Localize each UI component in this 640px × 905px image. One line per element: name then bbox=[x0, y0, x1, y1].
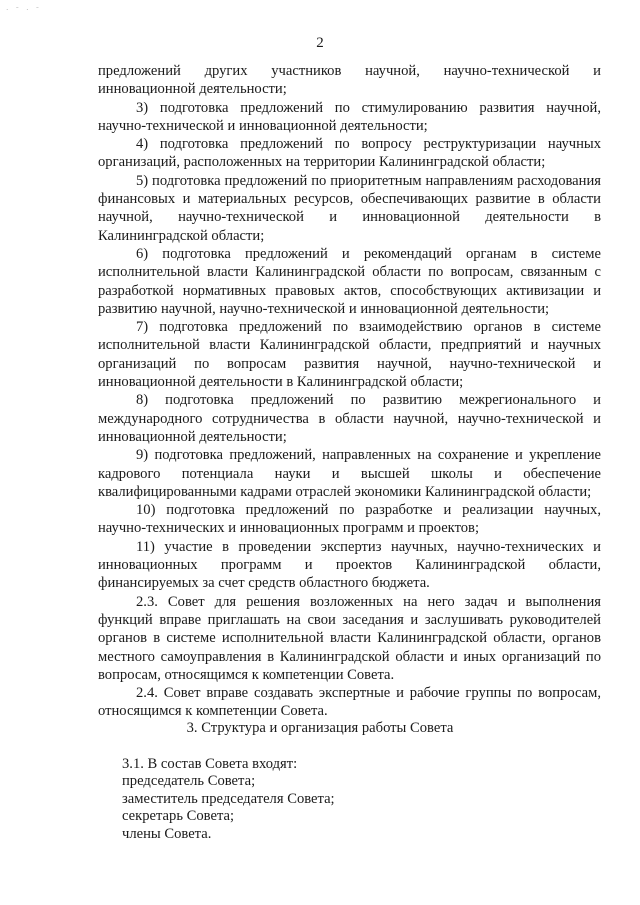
page-number: 2 bbox=[316, 35, 324, 51]
section-heading: 3. Структура и организация работы Совета bbox=[186, 720, 454, 736]
paragraph-continuation: предложений других участников научной, научно-технической и инновационной деятельности; bbox=[98, 63, 601, 98]
paragraph-item-11: 11) участие в проведении экспертиз научных, научно-технических и инновационных программ и проектов Калининградской области, финансируемых за счет средств областного бюджета. bbox=[98, 538, 601, 592]
composition-member: заместитель председателя Совета; bbox=[122, 790, 335, 807]
paragraph-item-7: 7) подготовка предложений по взаимодействию органов в системе исполнительной власти Калининградской области, предприятий и научных организаций по вопросам развития научной, научно-технической и инновационной деятельности в Калининградской области; bbox=[98, 319, 601, 391]
scan-corner-mark: · ˉ · ˉ bbox=[6, 6, 42, 14]
composition-member: члены Совета. bbox=[122, 825, 212, 842]
paragraph-2-4: 2.4. Совет вправе создавать экспертные и рабочие группы по вопросам, относящимся к компетенции Совета. bbox=[98, 685, 601, 720]
paragraph-item-4: 4) подготовка предложений по вопросу реструктуризации научных организаций, расположенных на территории Калининградской области; bbox=[98, 136, 601, 171]
paragraph-item-9: 9) подготовка предложений, направленных на сохранение и укрепление кадрового потенциала науки и высшей школы и обеспечение квалифицированными кадрами отраслей экономики Калининградской области; bbox=[98, 447, 601, 500]
paragraph-item-6: 6) подготовка предложений и рекомендаций органам в системе исполнительной власти Калининградской области по вопросам, связанным с разработкой нормативных правовых актов, способствующих активизации и развитию научной, научно-технической и инновационной деятельности; bbox=[98, 245, 601, 317]
paragraph-item-3: 3) подготовка предложений по стимулированию развития научной, научно-технической и инновационной деятельности; bbox=[98, 99, 601, 134]
council-composition bbox=[122, 756, 335, 843]
composition-member: секретарь Совета; bbox=[122, 808, 235, 825]
paragraph-item-5: 5) подготовка предложений по приоритетным направлениям расходования финансовых и материальных ресурсов, обеспечивающих развитие в области научной, научно-технической и инновационной деятельности в Калининградской области; bbox=[98, 172, 601, 244]
paragraph-item-8: 8) подготовка предложений по развитию межрегионального и международного сотрудничества в области научной, научно-технической и инновационной деятельности; bbox=[98, 392, 601, 445]
composition-intro: 3.1. В состав Совета входят: bbox=[122, 756, 298, 772]
paragraph-item-10: 10) подготовка предложений по разработке и реализации научных, научно-технических и инновационных программ и проектов; bbox=[98, 502, 601, 537]
document-body bbox=[98, 62, 601, 721]
composition-member: председатель Совета; bbox=[122, 773, 256, 790]
paragraph-2-3: 2.3. Совет для решения возложенных на него задач и выполнения функций вправе приглашать на свои заседания и заслушивать руководителей органов в системе исполнительной власти Калининградской области, органов местного самоуправления в Калининградской области и иных организаций по вопросам, относящимся к компетенции Совета. bbox=[98, 593, 601, 683]
